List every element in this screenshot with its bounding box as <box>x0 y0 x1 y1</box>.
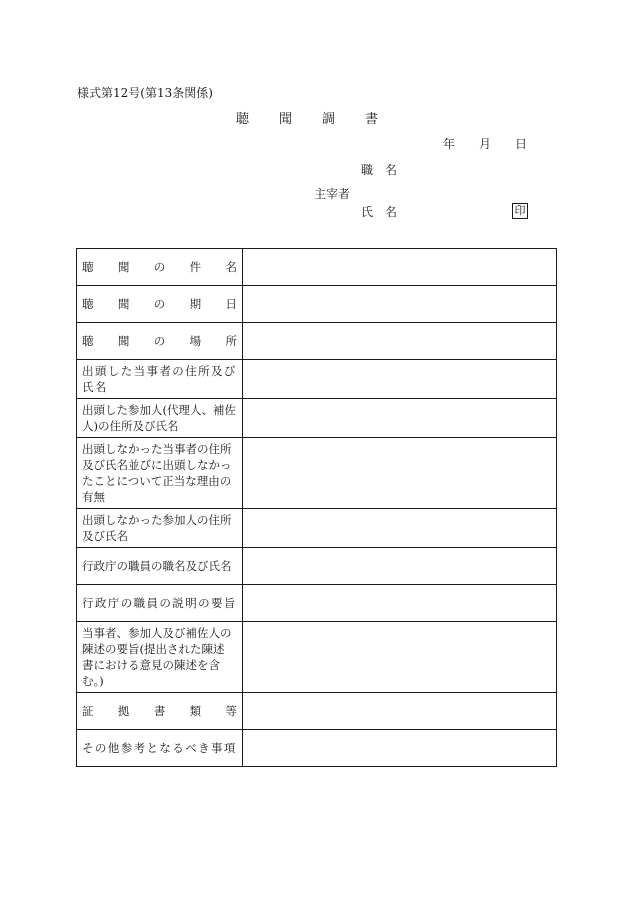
entry-cell[interactable] <box>243 360 557 399</box>
table-row <box>77 509 557 548</box>
row-label <box>77 249 243 286</box>
row-label-text: 聴聞の期日 <box>82 297 237 311</box>
row-label-text: 聴聞の場所 <box>82 334 237 348</box>
table-row <box>77 438 557 509</box>
row-label <box>77 585 243 622</box>
row-label-text: 行政庁の職員の職名及び氏名 <box>82 559 232 573</box>
host-label: 主宰者 <box>314 187 351 201</box>
form-number: 様式第12号(第13条関係) <box>77 86 213 100</box>
row-label <box>77 360 243 399</box>
table-row <box>77 286 557 323</box>
entry-cell[interactable] <box>243 286 557 323</box>
table-row <box>77 360 557 399</box>
row-label <box>77 693 243 730</box>
row-label-text: 出頭した当事者の住所及び 氏名 <box>82 364 237 394</box>
row-label <box>77 286 243 323</box>
entry-cell[interactable] <box>243 693 557 730</box>
row-label-text: 出頭しなかった参加人の住所 及び氏名 <box>82 513 232 543</box>
table-row <box>77 622 557 693</box>
table-row <box>77 693 557 730</box>
row-label <box>77 548 243 585</box>
row-label-text: 聴聞の件名 <box>82 260 237 274</box>
row-label-text: 出頭した参加人(代理人、補佐 人)の住所及び氏名 <box>82 403 236 433</box>
table-row <box>77 323 557 360</box>
row-label-text: その他参考となるべき事項 <box>82 741 237 755</box>
entry-cell[interactable] <box>243 509 557 548</box>
table-row <box>77 399 557 438</box>
row-label <box>77 730 243 767</box>
entry-cell[interactable] <box>243 585 557 622</box>
name-label: 氏名 <box>361 205 410 219</box>
table-row <box>77 548 557 585</box>
row-label <box>77 509 243 548</box>
row-label-text: 出頭しなかった当事者の住所 及び氏名並びに出頭しなかっ たことについて正当な理由の 有無 <box>82 442 232 504</box>
table-row <box>77 249 557 286</box>
entry-cell[interactable] <box>243 323 557 360</box>
table-row <box>77 585 557 622</box>
date-line: 年月日 <box>443 137 552 151</box>
row-label <box>77 438 243 509</box>
entry-cell[interactable] <box>243 622 557 693</box>
row-label-text: 証拠書類等 <box>82 704 237 718</box>
row-label-text: 当事者、参加人及び補佐人の 陳述の要旨(提出された陳述 書における意見の陳述を含 む。) <box>82 626 232 688</box>
entry-cell[interactable] <box>243 730 557 767</box>
seal-mark: 印 <box>512 203 528 219</box>
row-label <box>77 323 243 360</box>
entry-cell[interactable] <box>243 438 557 509</box>
table-row <box>77 730 557 767</box>
row-label <box>77 622 243 693</box>
hearing-record-table <box>76 248 557 767</box>
official-title-label: 職名 <box>361 163 410 177</box>
row-label-text: 行政庁の職員の説明の要旨 <box>82 596 237 610</box>
row-label <box>77 399 243 438</box>
entry-cell[interactable] <box>243 399 557 438</box>
document-title: 聴聞調書 <box>236 112 409 127</box>
entry-cell[interactable] <box>243 548 557 585</box>
entry-cell[interactable] <box>243 249 557 286</box>
